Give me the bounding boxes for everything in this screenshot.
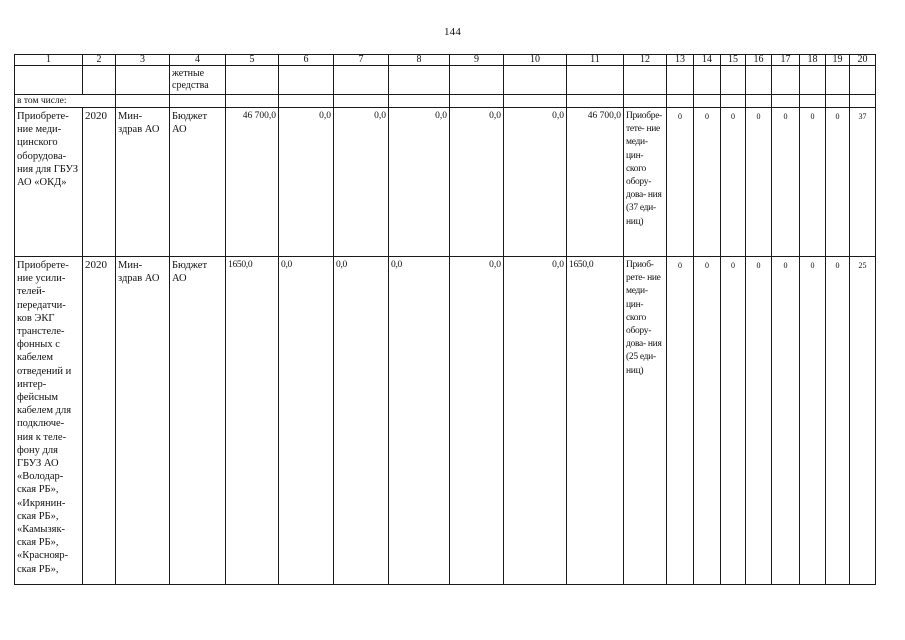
item-indicator: 0 — [721, 257, 746, 585]
column-number: 19 — [826, 55, 850, 66]
item-value: 0,0 — [504, 108, 567, 257]
item-result: Приобре- тете- ние меди- цин- ского обору- дова- ния (37 еди- ниц) — [624, 108, 667, 257]
item-value: 0,0 — [450, 108, 504, 257]
column-number: 16 — [746, 55, 772, 66]
item-result: Приоб- рете- ние меди- цин- ского обору- дова- ния (25 еди- ниц) — [624, 257, 667, 585]
including-row — [15, 95, 876, 108]
item-executor: Мин- здрав АО — [116, 108, 170, 257]
item-indicator: 0 — [746, 257, 772, 585]
column-number: 12 — [624, 55, 667, 66]
item-indicator: 0 — [746, 108, 772, 257]
item-value-2020: 46 700,0 — [567, 108, 624, 257]
column-number: 13 — [667, 55, 694, 66]
item-value: 0,0 — [450, 257, 504, 585]
funding-row — [15, 66, 876, 95]
item-year: 2020 — [83, 108, 116, 257]
column-number: 20 — [850, 55, 876, 66]
table-row — [15, 108, 876, 257]
item-indicator: 0 — [826, 257, 850, 585]
column-number: 8 — [389, 55, 450, 66]
item-indicator: 0 — [667, 257, 694, 585]
item-indicator: 0 — [772, 257, 800, 585]
item-name: Приобрете- ние меди- цинского оборудова- ния для ГБУЗ АО «ОКД» — [15, 108, 83, 257]
item-indicator: 0 — [800, 108, 826, 257]
column-number: 7 — [334, 55, 389, 66]
column-number: 2 — [83, 55, 116, 66]
column-number: 18 — [800, 55, 826, 66]
item-indicator: 0 — [826, 108, 850, 257]
item-source: Бюджет АО — [170, 108, 226, 257]
item-value: 0,0 — [279, 108, 334, 257]
item-indicator: 0 — [721, 108, 746, 257]
column-number: 5 — [226, 55, 279, 66]
item-indicator: 0 — [800, 257, 826, 585]
item-value: 0,0 — [389, 108, 450, 257]
item-value: 0,0 — [389, 257, 450, 585]
item-indicator: 0 — [667, 108, 694, 257]
column-number: 3 — [116, 55, 170, 66]
item-year: 2020 — [83, 257, 116, 585]
funding-source-text: жетные средства — [172, 68, 209, 91]
item-total: 1650,0 — [226, 257, 279, 585]
item-value: 0,0 — [504, 257, 567, 585]
item-value-2020: 1650,0 — [567, 257, 624, 585]
column-number: 15 — [721, 55, 746, 66]
item-executor: Мин- здрав АО — [116, 257, 170, 585]
column-number: 9 — [450, 55, 504, 66]
budget-table — [14, 54, 876, 585]
column-number: 11 — [567, 55, 624, 66]
including-label: в том числе: — [15, 95, 116, 108]
column-number: 17 — [772, 55, 800, 66]
column-number: 1 — [15, 55, 83, 66]
column-number: 6 — [279, 55, 334, 66]
column-number-row — [15, 55, 876, 66]
item-indicator: 0 — [694, 257, 721, 585]
item-value: 0,0 — [279, 257, 334, 585]
column-number: 14 — [694, 55, 721, 66]
item-name: Приобрете- ние усили- телей- передатчи- ков ЭКГ транстеле- фонных с кабелем отведений и интер- фейсным кабелем для подключе- ния к теле- фону для ГБУЗ АО «Володар- ская РБ», «Икрянин- ская РБ», «Камызяк- ская РБ», «Краснояр- ская РБ», — [15, 257, 83, 585]
item-indicator: 0 — [694, 108, 721, 257]
column-number: 4 — [170, 55, 226, 66]
table-row — [15, 257, 876, 585]
item-value: 0,0 — [334, 108, 389, 257]
item-value: 0,0 — [334, 257, 389, 585]
item-indicator: 0 — [772, 108, 800, 257]
column-number: 10 — [504, 55, 567, 66]
page-number: 144 — [443, 26, 462, 38]
item-total: 46 700,0 — [226, 108, 279, 257]
item-source: Бюджет АО — [170, 257, 226, 585]
item-indicator-2020: 37 — [850, 108, 876, 257]
item-indicator-2020: 25 — [850, 257, 876, 585]
funding-source-cell — [170, 66, 226, 95]
